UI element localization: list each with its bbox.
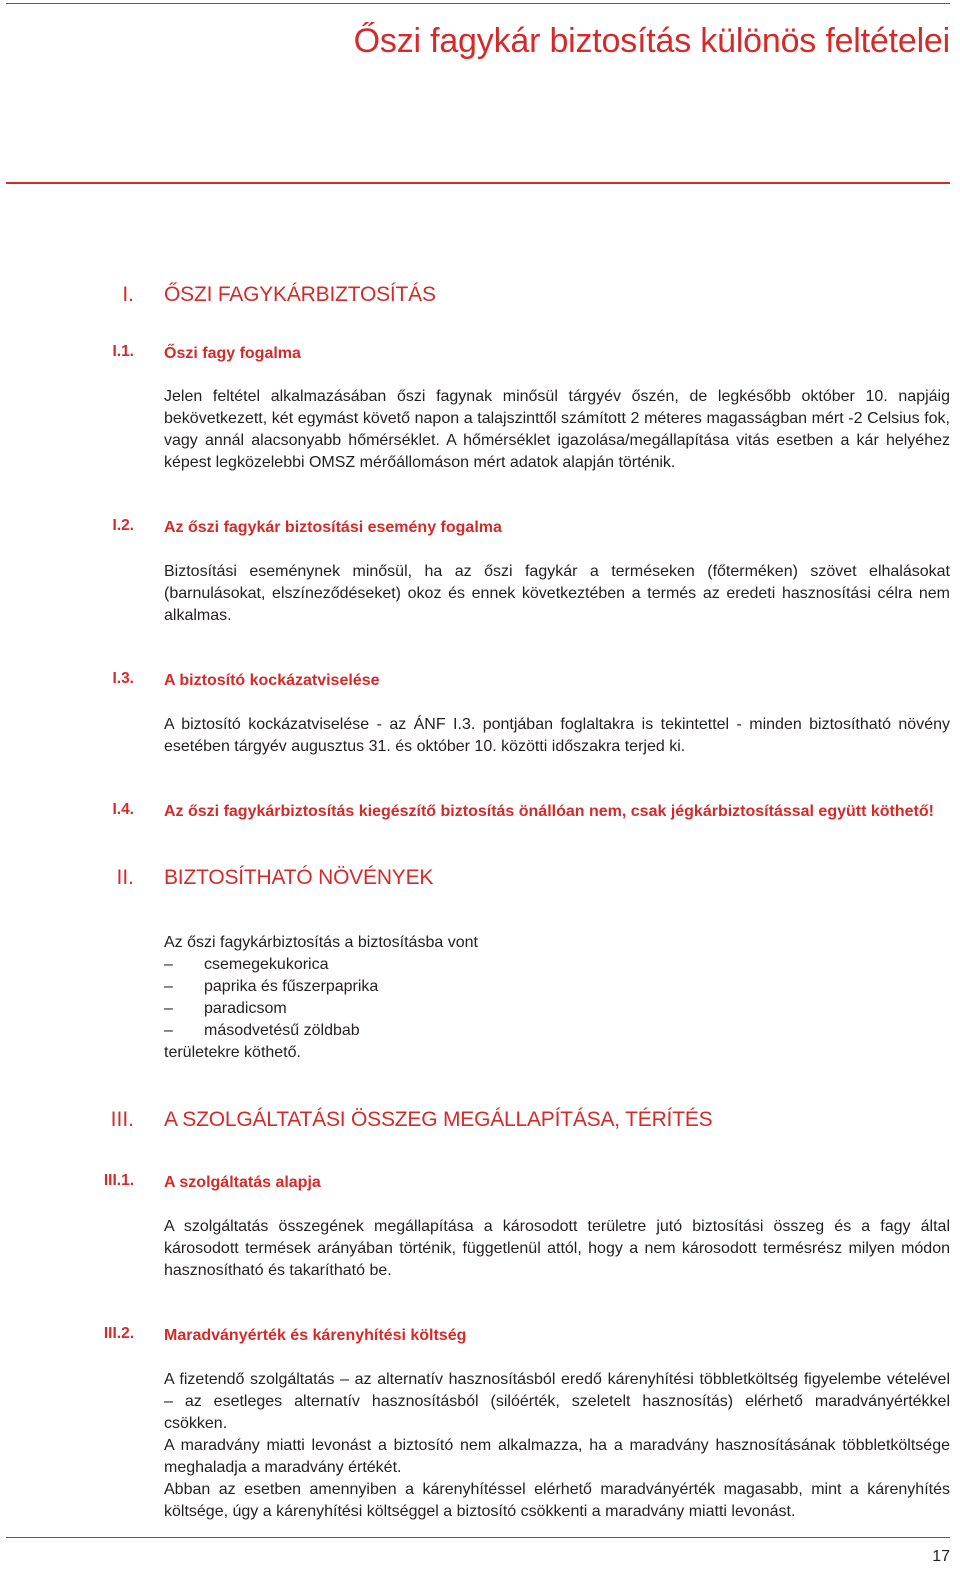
plant-name: másodvetésű zöldbab: [204, 1022, 360, 1039]
subsection-number: III.1.: [103, 1172, 134, 1189]
footer-rule: [6, 1537, 950, 1538]
list-item: [164, 1020, 950, 1042]
paragraph: A szolgáltatás összegének megállapítása a károsodott területre jutó biztosítási összeg és a fagy által károsodott termések arányában történik, függetlenül attól, hogy a nem károsodott termésrész milyen módon hasznosítható és takarítható be.: [164, 1218, 950, 1279]
plants-outro: területekre köthető.: [164, 1044, 301, 1061]
plants-intro: Az őszi fagykárbiztosítás a biztosításba vont: [164, 934, 478, 951]
paragraph: A fizetendő szolgáltatás – az alternatív hasznosításból eredő kárenyhítési többletköltség figyelembe vételével – az esetleges alternatív hasznosításból (silóérték, szeletelt hasznosítás) elérhető maradványértékkel csökken.: [164, 1371, 950, 1432]
subsection-number: I.4.: [112, 801, 134, 818]
section-number: I.: [122, 283, 134, 306]
subsection-number: I.1.: [112, 343, 134, 360]
subsection-number: I.3.: [112, 670, 134, 687]
section-title: A SZOLGÁLTATÁSI ÖSSZEG MEGÁLLAPÍTÁSA, TÉRÍTÉS: [164, 1108, 713, 1131]
paragraph-group: [164, 1369, 950, 1523]
subsection-title: A szolgáltatás alapja: [164, 1174, 321, 1191]
list-item: [164, 976, 950, 998]
paragraph: Abban az esetben amennyiben a kárenyhítéssel elérhető maradványérték magasabb, mint a kárenyhítés költsége, úgy a kárenyhítési költséggel a biztosító csökkenti a maradvány miatti levonást.: [164, 1481, 950, 1520]
plant-name: paprika és fűszerpaprika: [204, 978, 379, 995]
page-number: 17: [932, 1548, 950, 1565]
paragraph: A maradvány miatti levonást a biztosító nem alkalmazza, ha a maradvány hasznosításának többletköltsége meghaladja a maradvány értékét.: [164, 1437, 950, 1476]
section-title: ŐSZI FAGYKÁRBIZTOSÍTÁS: [164, 283, 436, 306]
section-number: II.: [116, 866, 134, 889]
subsection-title: Maradványérték és kárenyhítési költség: [164, 1327, 467, 1344]
paragraph: Jelen feltétel alkalmazásában őszi fagynak minősül tárgyév őszén, de legkésőbb október 10. napjáig bekövetkezett, két egymást követő napon a talajszinttől számított 2 méteres magasságban mért -2 Celsius fok, vagy annál alacsonyabb hőmérséklet. A hőmérséklet igazolása/megállapítása vitás esetben a kár helyéhez képest legközelebbi OMSZ mérőállomáson mért adatok alapján történik.: [164, 388, 950, 471]
dash-bullet: –: [164, 1022, 173, 1039]
subsection-title: Az őszi fagykárbiztosítás kiegészítő biztosítás önállóan nem, csak jégkárbiztosítással együtt köthető!: [164, 803, 934, 820]
section-number: III.: [110, 1108, 134, 1131]
dash-bullet: –: [164, 978, 173, 995]
dash-bullet: –: [164, 1000, 173, 1017]
subsection-number: I.2.: [112, 517, 134, 534]
subsection-title: Őszi fagy fogalma: [164, 345, 301, 362]
plant-name: csemegekukorica: [204, 956, 329, 973]
top-rule: [6, 3, 950, 4]
list-item: [164, 954, 950, 976]
plants-block: [164, 932, 950, 1064]
subsection-number: III.2.: [103, 1325, 134, 1342]
paragraph: Biztosítási eseménynek minősül, ha az őszi fagykár a terméseken (főterméken) szövet elhalásokat (barnulásokat, elszíneződéseket) okoz és ennek következtében a termés az eredeti hasznosítási célra nem alkalmas.: [164, 563, 950, 624]
page-title: Őszi fagykár biztosítás különös feltételei: [353, 22, 950, 60]
subsection-title: Az őszi fagykár biztosítási esemény fogalma: [164, 519, 502, 536]
plant-name: paradicsom: [204, 1000, 287, 1017]
section-title: BIZTOSÍTHATÓ NÖVÉNYEK: [164, 866, 434, 889]
paragraph: A biztosító kockázatviselése - az ÁNF I.3. pontjában foglaltakra is tekintettel - minden biztosítható növény esetében tárgyév augusztus 31. és október 10. közötti időszakra terjed ki.: [164, 716, 950, 755]
plants-list: [164, 954, 950, 1042]
dash-bullet: –: [164, 956, 173, 973]
subsection-title: A biztosító kockázatviselése: [164, 672, 380, 689]
list-item: [164, 998, 950, 1020]
header-rule: [6, 182, 950, 184]
